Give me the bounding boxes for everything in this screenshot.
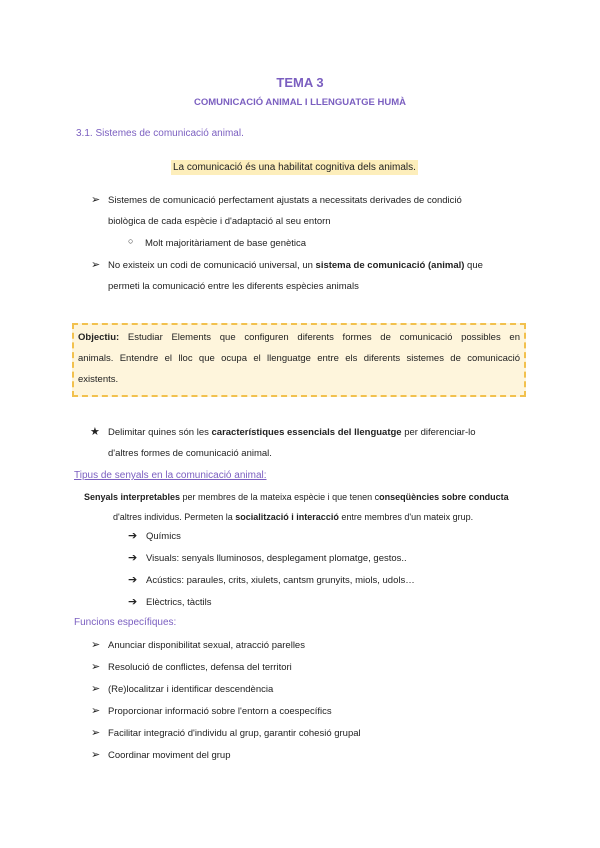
page-subtitle: COMUNICACIÓ ANIMAL I LLENGUATGE HUMÀ (194, 97, 406, 108)
bullet-text: permeti la comunicació entre les diferents espècies animals (108, 281, 359, 292)
star-bullet-text: Delimitar quines són les característiques essencials del llenguatge per diferenciar-lo (108, 427, 476, 438)
arrowhead-bullet-icon: ➢ (91, 705, 101, 717)
function-item: (Re)localitzar i identificar descendència (108, 684, 274, 695)
arrowhead-bullet-icon: ➢ (91, 639, 101, 651)
arrowhead-bullet-icon: ➢ (91, 194, 101, 206)
bullet-text: No existeix un codi de comunicació universal, un sistema de comunicació (animal) que (108, 260, 483, 271)
page-title: TEMA 3 (276, 75, 324, 90)
arrowhead-bullet-icon: ➢ (91, 727, 101, 739)
arrowhead-bullet-icon: ➢ (91, 683, 101, 695)
signals-heading: Tipus de senyals en la comunicació animal: (74, 470, 267, 481)
signal-type-item: Acústics: paraules, crits, xiulets, cantsm grunyits, miols, udols… (146, 575, 415, 586)
star-bullet-icon: ★ (90, 426, 100, 438)
function-item: Proporcionar informació sobre l'entorn a coespecífics (108, 706, 332, 717)
bullet-text: Sistemes de comunicació perfectament ajustats a necessitats derivades de condició (108, 195, 462, 206)
objective-line: existents. (78, 374, 119, 385)
arrow-bullet-icon: ➔ (128, 574, 138, 586)
arrowhead-bullet-icon: ➢ (91, 661, 101, 673)
function-item: Coordinar moviment del grup (108, 750, 231, 761)
signal-type-item: Elèctrics, tàctils (146, 597, 212, 608)
arrow-bullet-icon: ➔ (128, 552, 138, 564)
objective-line: animals. Entendre el lloc que ocupa el llenguatge entre els diferents sistemes de comunicació (78, 353, 520, 364)
function-item: Anunciar disponibilitat sexual, atracció parelles (108, 640, 305, 651)
circle-bullet-icon: ○ (128, 236, 134, 246)
arrowhead-bullet-icon: ➢ (91, 749, 101, 761)
signal-type-item: Químics (146, 531, 181, 542)
star-bullet-text: d'altres formes de comunicació animal. (108, 448, 272, 459)
objective-line: Objectiu: Estudiar Elements que configuren diferents formes de comunicació possibles en (78, 332, 520, 343)
function-item: Facilitar integració d'individu al grup, garantir cohesió grupal (108, 728, 361, 739)
signals-description: Senyals interpretables per membres de la mateixa espècie i que tenen conseqüències sobre conducta (84, 492, 509, 502)
sub-bullet-text: Molt majoritàriament de base genètica (145, 238, 307, 249)
bullet-text: biològica de cada espècie i d'adaptació al seu entorn (108, 216, 331, 227)
function-item: Resolució de conflictes, defensa del territori (108, 662, 292, 673)
arrowhead-bullet-icon: ➢ (91, 259, 101, 271)
highlighted-statement: La comunicació és una habilitat cognitiva dels animals. (173, 162, 416, 173)
arrow-bullet-icon: ➔ (128, 530, 138, 542)
section-heading: 3.1. Sistemes de comunicació animal. (76, 128, 244, 139)
signal-type-item: Visuals: senyals lluminosos, desplegament plomatge, gestos.. (146, 553, 407, 564)
signals-description: d'altres individus. Permeten la socialització i interacció entre membres d'un mateix grup. (113, 512, 474, 522)
functions-heading: Funcions específiques: (74, 617, 177, 628)
arrow-bullet-icon: ➔ (128, 596, 138, 608)
